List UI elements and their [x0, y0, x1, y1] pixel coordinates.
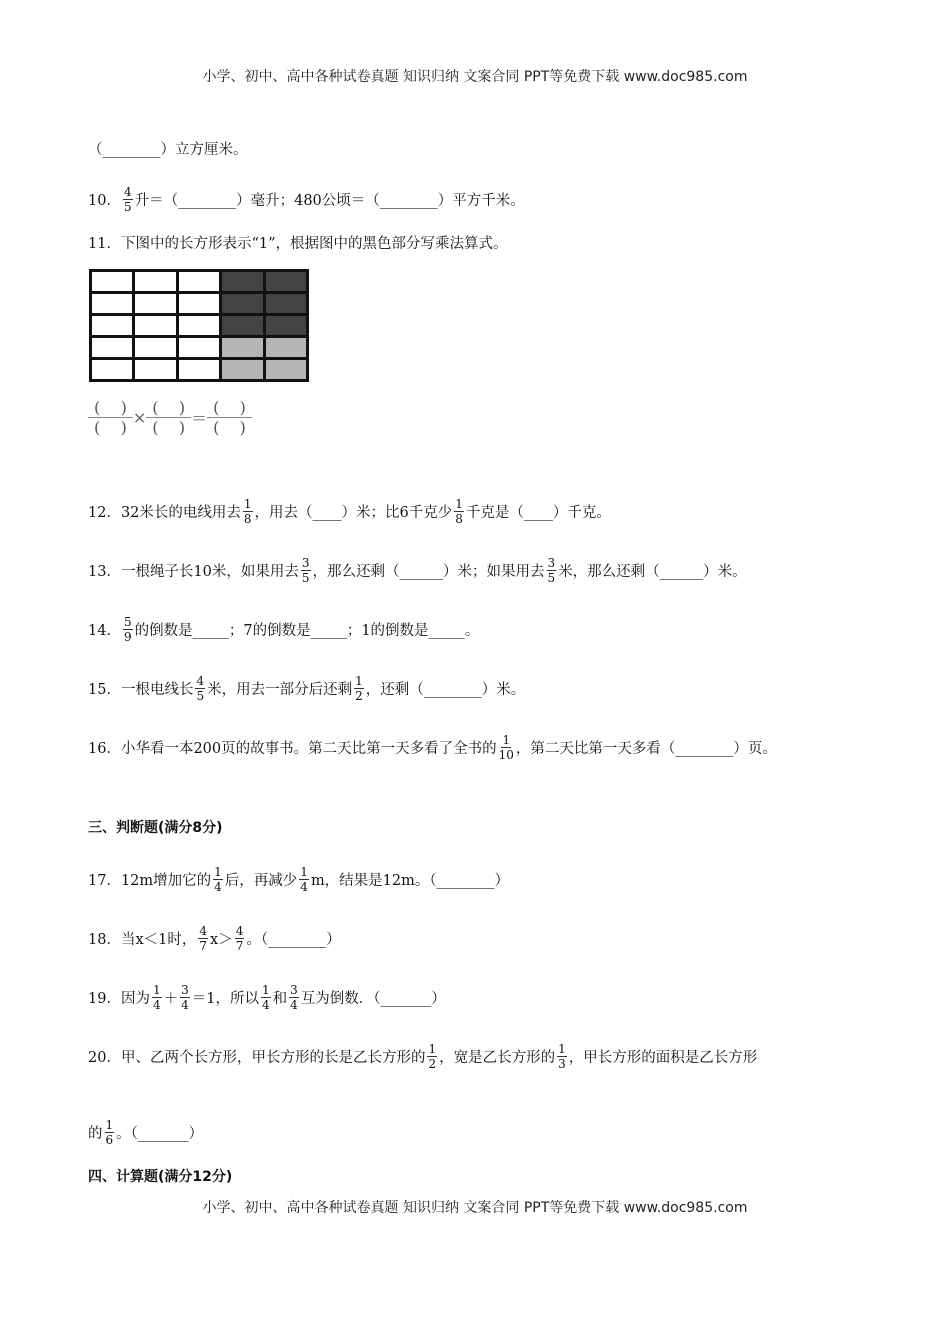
numerator: 1 [558, 1042, 566, 1056]
denominator: 6 [105, 1133, 114, 1147]
question-text: 13．一根绳子长10米，如果用去 [88, 564, 299, 580]
denominator: 10 [498, 748, 514, 762]
numerator: 1 [214, 865, 222, 879]
question-text: 米，用去一部分后还剩 [207, 682, 353, 698]
question-line [88, 138, 248, 159]
denominator: 3 [558, 1057, 566, 1071]
numerator: 3 [181, 983, 189, 997]
fraction [105, 1118, 115, 1147]
denominator: 4 [290, 998, 298, 1012]
fraction [557, 1042, 567, 1071]
question-text: m，结果是12m。（________） [310, 873, 510, 889]
grid-cell [266, 272, 306, 291]
grid-cell [266, 360, 306, 379]
denominator: 4 [214, 880, 222, 894]
question-text: ，那么还剩（______）米；如果用去 [312, 564, 545, 580]
fraction [427, 1042, 437, 1071]
denominator: 4 [152, 998, 161, 1012]
question-text: 18．当x＜1时， [88, 932, 197, 948]
question-line [88, 615, 479, 644]
numerator: 3 [301, 556, 310, 570]
denominator: 8 [243, 512, 252, 526]
denominator: 4 [181, 998, 189, 1012]
question-text: ＝1，所以 [191, 991, 259, 1007]
numerator: 1 [243, 497, 252, 511]
question-text: ，宽是乙长方形的 [439, 1050, 556, 1066]
grid-cell [92, 360, 132, 379]
grid-cell [179, 294, 219, 313]
question-text: 14． [88, 623, 121, 639]
fraction [289, 983, 299, 1012]
numerator: 1 [105, 1118, 114, 1132]
question-text: 的倒数是_____；7的倒数是_____；1的倒数是_____。 [134, 623, 480, 639]
fraction [123, 615, 133, 644]
grid-cell [266, 338, 306, 357]
grid-cell [222, 294, 262, 313]
numerator: 3 [547, 556, 556, 570]
grid-cell [222, 272, 262, 291]
grid-cell [92, 316, 132, 335]
question-text: 。（________） [246, 932, 341, 948]
section-heading [88, 1166, 232, 1186]
multiplication-equation [88, 398, 252, 437]
question-line [88, 924, 341, 953]
fraction [261, 983, 271, 1012]
fraction [213, 865, 223, 894]
question-line [88, 185, 525, 214]
fraction [301, 556, 311, 585]
question-line [88, 1042, 757, 1071]
equals-sign: ＝ [191, 409, 208, 428]
grid-cell [135, 294, 175, 313]
question-text: 10． [88, 193, 121, 209]
numerator: 4 [199, 924, 207, 938]
question-line [88, 733, 777, 762]
fraction [123, 185, 133, 214]
fraction [195, 674, 205, 703]
fraction [180, 983, 190, 1012]
section-heading [88, 817, 223, 837]
question-text: 12．32米长的电线用去 [88, 505, 241, 521]
question-text: 16．小华看一本200页的故事书。第二天比第一天多看了全书的 [88, 741, 497, 757]
numerator: 1 [355, 674, 363, 688]
fraction [299, 865, 309, 894]
times-sign: × [132, 408, 147, 427]
question-line [88, 865, 509, 894]
question-text: 升＝（________）毫升；480公顷＝（________）平方千米。 [134, 193, 525, 209]
grid-cell [179, 360, 219, 379]
question-text: 三、判断题(满分8分) [88, 820, 223, 836]
numerator: 1 [455, 497, 463, 511]
question-text: ，第二天比第一天多看（________）页。 [515, 741, 777, 757]
fraction [235, 924, 245, 953]
grid-cell [179, 272, 219, 291]
denominator: 5 [301, 571, 310, 585]
grid-cell [222, 338, 262, 357]
question-text: ，甲长方形的面积是乙长方形 [568, 1050, 758, 1066]
denominator: 9 [123, 630, 132, 644]
numerator: 3 [290, 983, 298, 997]
question-text: 后，再减少 [224, 873, 298, 889]
numerator: 1 [300, 865, 308, 879]
question-text: ，还剩（________）米。 [365, 682, 526, 698]
fraction [243, 497, 253, 526]
question-text: 15．一根电线长 [88, 682, 194, 698]
question-line [88, 1118, 203, 1147]
question-text: 米，那么还剩（______）米。 [558, 564, 747, 580]
denominator: 7 [235, 939, 244, 953]
grid-cell [266, 294, 306, 313]
denominator: 2 [428, 1057, 437, 1071]
numerator: 4 [196, 674, 205, 688]
numerator: 1 [428, 1042, 437, 1056]
numerator: 1 [261, 983, 270, 997]
fraction [499, 733, 514, 762]
grid-cell [179, 316, 219, 335]
grid-cell [92, 272, 132, 291]
rectangle-grid-figure [89, 269, 309, 382]
denominator: 2 [355, 689, 363, 703]
question-text: 的 [88, 1126, 103, 1142]
numerator: 5 [123, 615, 132, 629]
denominator: 8 [455, 512, 463, 526]
question-text: 四、计算题(满分12分) [88, 1169, 233, 1185]
question-line [88, 674, 525, 703]
question-text: 和 [272, 991, 288, 1007]
denominator: 5 [123, 200, 132, 214]
question-text: x＞ [210, 932, 233, 948]
question-text: （________）立方厘米。 [88, 142, 248, 158]
page-header: 小学、初中、高中各种试卷真题 知识归纳 文案合同 PPT等免费下载 www.doc985.com [202, 69, 748, 85]
fraction [198, 924, 208, 953]
blank-fraction[interactable]: ( ) ( ) [88, 398, 133, 437]
question-text: 19．因为 [88, 991, 150, 1007]
denominator: 5 [196, 689, 205, 703]
grid-cell [135, 360, 175, 379]
denominator: 4 [261, 998, 270, 1012]
fraction [454, 497, 464, 526]
grid-cell [266, 316, 306, 335]
question-line [88, 556, 747, 585]
fraction [354, 674, 364, 703]
blank-fraction[interactable]: ( ) ( ) [146, 398, 191, 437]
denominator: 7 [199, 939, 207, 953]
question-text: 千克是（____）千克。 [465, 505, 611, 521]
question-text: 20．甲、乙两个长方形，甲长方形的长是乙长方形的 [88, 1050, 426, 1066]
numerator: 4 [235, 924, 244, 938]
grid-cell [179, 338, 219, 357]
question-text: ，用去（____）米；比6千克少 [254, 505, 453, 521]
grid-cell [92, 338, 132, 357]
denominator: 4 [300, 880, 308, 894]
question-text: ＋ [163, 991, 179, 1007]
question-text: 17．12m增加它的 [88, 873, 212, 889]
grid-cell [222, 316, 262, 335]
grid-cell [135, 316, 175, 335]
grid-cell [135, 272, 175, 291]
fraction [547, 556, 557, 585]
grid-cell [135, 338, 175, 357]
numerator: 4 [123, 185, 132, 199]
question-text: 互为倒数．（_______） [300, 991, 446, 1007]
fraction [152, 983, 162, 1012]
question-line [88, 497, 611, 526]
grid-cell [222, 360, 262, 379]
denominator: 5 [547, 571, 556, 585]
question-line [88, 232, 508, 253]
numerator: 1 [502, 733, 511, 747]
question-text: 。（_______） [116, 1126, 204, 1142]
blank-fraction[interactable]: ( ) ( ) [207, 398, 252, 437]
grid-cell [92, 294, 132, 313]
question-text: 11．下图中的长方形表示“1”，根据图中的黑色部分写乘法算式。 [88, 236, 508, 252]
question-line [88, 983, 446, 1012]
page-footer: 小学、初中、高中各种试卷真题 知识归纳 文案合同 PPT等免费下载 www.doc985.com [202, 1200, 748, 1216]
numerator: 1 [152, 983, 161, 997]
